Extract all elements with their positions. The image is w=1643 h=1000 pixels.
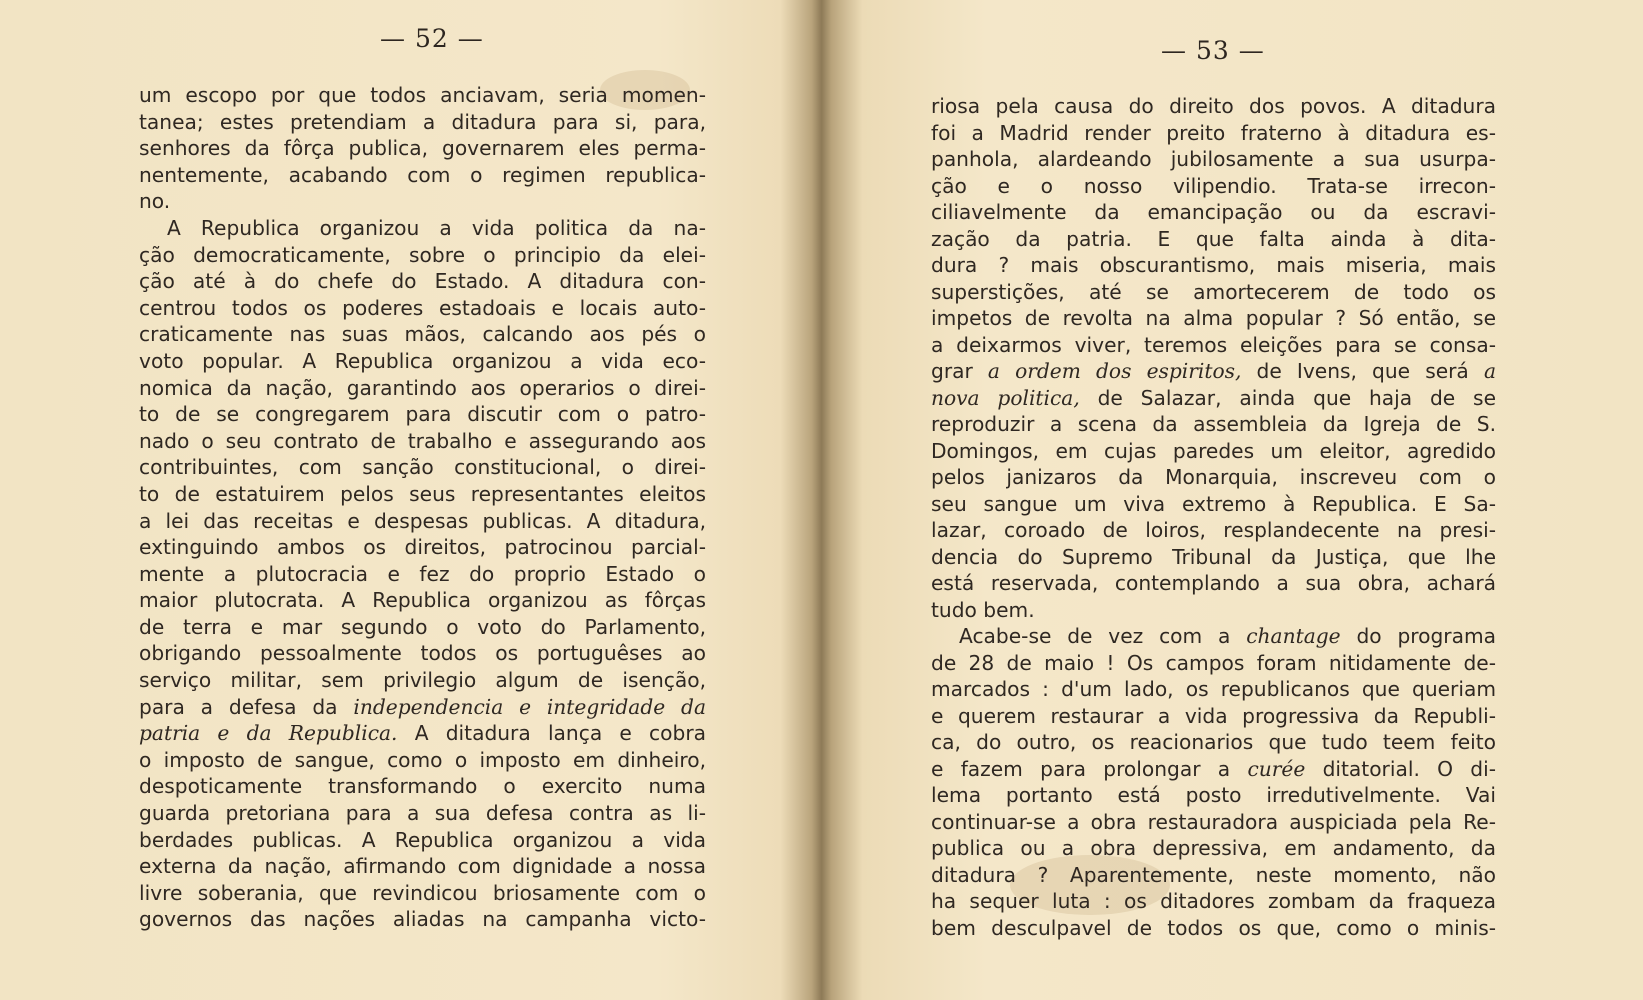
text-line: no. [139, 189, 171, 214]
text-line: e querem restaurar a vida progressiva da Republi- [931, 703, 1496, 728]
text-run: de Ivens, que será [1256, 359, 1469, 383]
text-line: ha sequer luta : os ditadores zombam da fraqueza [931, 889, 1496, 913]
text-line [139, 694, 706, 721]
text-line: externa da nação, afirmando com dignidade a nossa [139, 854, 706, 879]
text-line: serviço militar, sem privilegio algum de isenção, [139, 668, 706, 693]
text-line: seu sangue um viva extremo à Republica. E Sa- [931, 491, 1496, 516]
text-line: ção democraticamente, sobre o principio da elei- [139, 242, 706, 267]
text-line: livre soberania, que revindicou briosamente com o [139, 880, 706, 905]
text-line: dura ? mais obscurantismo, mais miseria, mais [931, 253, 1496, 277]
text-line: publica ou a obra depressiva, em andamento, da [931, 836, 1496, 860]
text-line: A Republica organizou a vida politica da na- [167, 215, 706, 240]
text-line: impetos de revolta na alma popular ? Só então, se [931, 306, 1496, 330]
text-line: de 28 de maio ! Os campos foram nitidamente de- [931, 650, 1496, 675]
text-line: pelos janizaros da Monarquia, inscreveu com o [931, 465, 1496, 489]
text-line: a deixarmos viver, teremos eleições para se consa- [931, 332, 1496, 357]
text-line: contribuintes, com sanção constitucional, o direi- [139, 455, 706, 480]
text-line: reproduzir a scena da assembleia da Igreja de S. [931, 412, 1496, 436]
text-line [931, 756, 1496, 783]
text-line: um escopo por que todos anciavam, seria momen- [139, 83, 706, 107]
text-run: Acabe-se de vez com a [959, 624, 1231, 648]
text-line: extinguindo ambos os direitos, patrocinou parcial- [139, 535, 706, 560]
italic-phrase: chantage [1246, 624, 1341, 648]
text-run: A ditadura lança e cobra [414, 721, 706, 746]
text-run: ditatorial. O di- [1322, 756, 1496, 781]
text-line [931, 385, 1496, 412]
text-line: a lei das receitas e despesas publicas. A ditadura, [139, 508, 706, 533]
text-line: tudo bem. [931, 597, 1035, 622]
text-line: zação da patria. E que falta ainda à dita- [931, 226, 1496, 251]
italic-phrase: curée [1247, 756, 1306, 781]
text-line [931, 623, 1496, 650]
text-line: dencia do Supremo Tribunal da Justiça, que lhe [931, 544, 1496, 569]
text-line: ditadura ? Aparentemente, neste momento, não [931, 862, 1496, 887]
text-line: lema portanto está posto irredutivelmente. Vai [931, 783, 1496, 807]
text-line: senhores da fôrça publica, governarem eles perma- [139, 136, 706, 161]
text-line: riosa pela causa do direito dos povos. A ditadura [931, 94, 1496, 118]
text-line: tanea; estes pretendiam a ditadura para si, para, [139, 109, 706, 134]
page-body-text [931, 93, 1496, 941]
text-line: ção até à do chefe do Estado. A ditadura con- [139, 269, 706, 294]
text-run: grar [931, 359, 973, 383]
text-line: marcados : d'um lado, os republicanos que queriam [931, 677, 1496, 701]
text-line: está reservada, contemplando a sua obra, achará [931, 571, 1496, 595]
italic-phrase: a ordem dos espiritos, [987, 359, 1242, 383]
text-line: voto popular. A Republica organizou a vida eco- [139, 348, 706, 373]
text-line: mente a plutocracia e fez do proprio Estado o [139, 561, 706, 586]
text-line: centrou todos os poderes estadoais e locais auto- [139, 295, 706, 320]
text-line [139, 720, 706, 747]
page-number: — 53 — [1161, 36, 1265, 65]
text-line: maior plutocrata. A Republica organizou as fôrças [139, 588, 706, 613]
text-line: nomica da nação, garantindo aos operarios o direi- [139, 375, 706, 400]
text-line: despoticamente transformando o exercito numa [139, 774, 706, 799]
text-run: do programa [1356, 624, 1496, 648]
italic-phrase: nova politica, [931, 385, 1080, 410]
text-line: governos das nações aliadas na campanha victo- [139, 907, 706, 932]
text-line: to de se congregarem para discutir com o patro- [139, 402, 706, 427]
text-line: de terra e mar segundo o voto do Parlamento, [139, 614, 706, 639]
page-body-text [139, 82, 706, 933]
text-line: superstições, até se amortecerem de todo os [931, 279, 1496, 304]
text-line: guarda pretoriana para a sua defesa contra as li- [139, 801, 706, 826]
text-line [931, 358, 1496, 385]
left-page [0, 0, 820, 1000]
text-line: Domingos, em cujas paredes um eleitor, agredido [931, 438, 1496, 463]
text-line: o imposto de sangue, como o imposto em dinheiro, [139, 747, 706, 772]
text-line: bem desculpavel de todos os que, como o minis- [931, 915, 1496, 940]
text-line: ca, do outro, os reacionarios que tudo teem feito [931, 730, 1496, 754]
text-line: continuar-se a obra restauradora auspiciada pela Re- [931, 809, 1496, 834]
text-run: e fazem para prolongar a [931, 756, 1231, 781]
text-run: de Salazar, ainda que haja de se [1097, 385, 1496, 410]
text-run: para a defesa da [139, 694, 338, 719]
text-line: ciliavelmente da emancipação ou da escravi- [931, 200, 1496, 224]
italic-phrase: patria e da Republica. [139, 721, 398, 746]
text-line: nado o seu contrato de trabalho e assegurando aos [139, 428, 706, 453]
text-line: ção e o nosso vilipendio. Trata-se irrecon- [931, 173, 1496, 198]
page-number: — 52 — [380, 24, 484, 53]
italic-phrase: a [1483, 359, 1496, 383]
text-line: berdades publicas. A Republica organizou a vida [139, 827, 706, 852]
text-line: obrigando pessoalmente todos os portuguêses ao [139, 641, 706, 666]
text-line: foi a Madrid render preito fraterno à ditadura es- [931, 120, 1496, 145]
text-line: lazar, coroado de loiros, resplandecente na presi- [931, 518, 1496, 542]
italic-phrase: independencia e integridade da [353, 694, 706, 719]
text-line: to de estatuirem pelos seus representantes eleitos [139, 481, 706, 506]
text-line: panhola, alardeando jubilosamente a sua usurpa- [931, 147, 1496, 171]
right-page [823, 0, 1643, 1000]
text-line: craticamente nas suas mãos, calcando aos pés o [139, 322, 706, 347]
text-line: nentemente, acabando com o regimen republica- [139, 162, 706, 187]
